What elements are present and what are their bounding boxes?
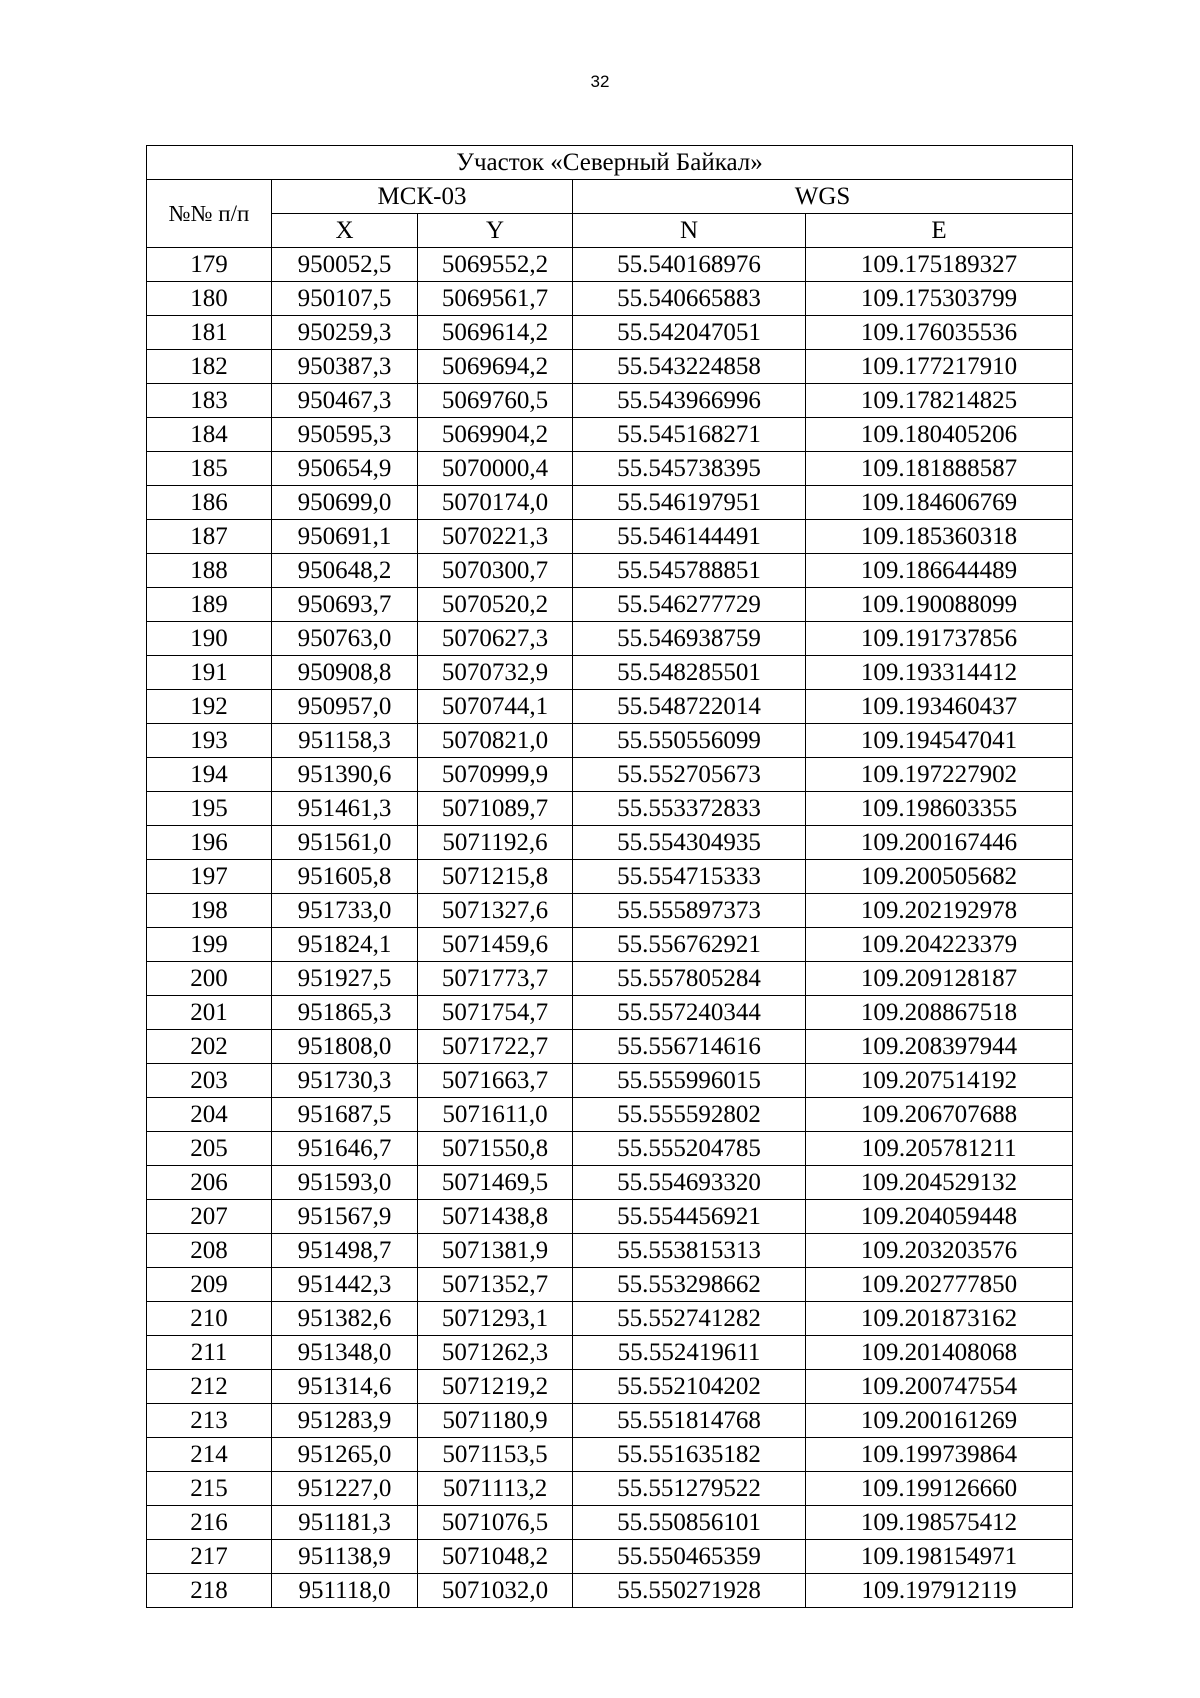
cell-y: 5071113,2: [418, 1472, 573, 1506]
cell-number: 217: [147, 1540, 272, 1574]
cell-e: 109.205781211: [806, 1132, 1073, 1166]
cell-y: 5071459,6: [418, 928, 573, 962]
cell-y: 5071469,5: [418, 1166, 573, 1200]
cell-n: 55.548285501: [573, 656, 806, 690]
cell-n: 55.552104202: [573, 1370, 806, 1404]
table-title-row: [147, 146, 1073, 180]
cell-y: 5071076,5: [418, 1506, 573, 1540]
cell-n: 55.555996015: [573, 1064, 806, 1098]
cell-n: 55.542047051: [573, 316, 806, 350]
table-row: [147, 1336, 1073, 1370]
page-number: 32: [590, 72, 610, 91]
table-row: [147, 1132, 1073, 1166]
cell-number: 208: [147, 1234, 272, 1268]
cell-x: 951314,6: [272, 1370, 418, 1404]
cell-n: 55.551635182: [573, 1438, 806, 1472]
cell-e: 109.209128187: [806, 962, 1073, 996]
table-row: [147, 1166, 1073, 1200]
table-row: [147, 452, 1073, 486]
cell-x: 950654,9: [272, 452, 418, 486]
header-number: №№ п/п: [147, 180, 272, 248]
table-row: [147, 384, 1073, 418]
cell-e: 109.191737856: [806, 622, 1073, 656]
cell-y: 5071381,9: [418, 1234, 573, 1268]
table-row: [147, 894, 1073, 928]
cell-n: 55.554456921: [573, 1200, 806, 1234]
cell-e: 109.204223379: [806, 928, 1073, 962]
cell-e: 109.198603355: [806, 792, 1073, 826]
cell-e: 109.181888587: [806, 452, 1073, 486]
cell-x: 951498,7: [272, 1234, 418, 1268]
cell-number: 179: [147, 248, 272, 282]
cell-number: 206: [147, 1166, 272, 1200]
header-n: N: [573, 214, 806, 248]
cell-e: 109.193314412: [806, 656, 1073, 690]
cell-e: 109.199739864: [806, 1438, 1073, 1472]
header-row-groups: [147, 180, 1073, 214]
cell-n: 55.546144491: [573, 520, 806, 554]
cell-n: 55.546197951: [573, 486, 806, 520]
cell-n: 55.551279522: [573, 1472, 806, 1506]
table-row: [147, 282, 1073, 316]
cell-y: 5070000,4: [418, 452, 573, 486]
cell-x: 951181,3: [272, 1506, 418, 1540]
cell-number: 192: [147, 690, 272, 724]
cell-x: 951646,7: [272, 1132, 418, 1166]
cell-number: 205: [147, 1132, 272, 1166]
cell-number: 193: [147, 724, 272, 758]
cell-n: 55.543224858: [573, 350, 806, 384]
table-row: [147, 656, 1073, 690]
cell-y: 5070732,9: [418, 656, 573, 690]
cell-x: 951461,3: [272, 792, 418, 826]
table-row: [147, 724, 1073, 758]
cell-number: 194: [147, 758, 272, 792]
table-row: [147, 520, 1073, 554]
cell-n: 55.554693320: [573, 1166, 806, 1200]
cell-x: 951808,0: [272, 1030, 418, 1064]
cell-number: 198: [147, 894, 272, 928]
cell-e: 109.208397944: [806, 1030, 1073, 1064]
cell-y: 5070821,0: [418, 724, 573, 758]
cell-x: 950693,7: [272, 588, 418, 622]
cell-x: 951593,0: [272, 1166, 418, 1200]
cell-y: 5071219,2: [418, 1370, 573, 1404]
cell-number: 204: [147, 1098, 272, 1132]
cell-n: 55.556714616: [573, 1030, 806, 1064]
table-row: [147, 248, 1073, 282]
cell-n: 55.554304935: [573, 826, 806, 860]
cell-e: 109.198154971: [806, 1540, 1073, 1574]
cell-y: 5070520,2: [418, 588, 573, 622]
cell-x: 951118,0: [272, 1574, 418, 1608]
cell-number: 184: [147, 418, 272, 452]
cell-x: 951687,5: [272, 1098, 418, 1132]
cell-e: 109.201408068: [806, 1336, 1073, 1370]
cell-y: 5070627,3: [418, 622, 573, 656]
cell-n: 55.546938759: [573, 622, 806, 656]
cell-x: 951733,0: [272, 894, 418, 928]
cell-y: 5069904,2: [418, 418, 573, 452]
cell-n: 55.552419611: [573, 1336, 806, 1370]
header-wgs: WGS: [573, 180, 1073, 214]
table-row: [147, 622, 1073, 656]
cell-y: 5070744,1: [418, 690, 573, 724]
cell-number: 197: [147, 860, 272, 894]
cell-n: 55.551814768: [573, 1404, 806, 1438]
cell-y: 5070300,7: [418, 554, 573, 588]
cell-y: 5071048,2: [418, 1540, 573, 1574]
cell-x: 951382,6: [272, 1302, 418, 1336]
cell-n: 55.540168976: [573, 248, 806, 282]
cell-e: 109.202192978: [806, 894, 1073, 928]
cell-y: 5071032,0: [418, 1574, 573, 1608]
table-row: [147, 1438, 1073, 1472]
cell-number: 191: [147, 656, 272, 690]
table-row: [147, 1030, 1073, 1064]
cell-y: 5069760,5: [418, 384, 573, 418]
cell-y: 5070174,0: [418, 486, 573, 520]
cell-x: 951605,8: [272, 860, 418, 894]
cell-e: 109.190088099: [806, 588, 1073, 622]
cell-number: 189: [147, 588, 272, 622]
cell-y: 5070999,9: [418, 758, 573, 792]
table-row: [147, 1302, 1073, 1336]
cell-e: 109.200747554: [806, 1370, 1073, 1404]
cell-number: 209: [147, 1268, 272, 1302]
cell-e: 109.207514192: [806, 1064, 1073, 1098]
cell-number: 215: [147, 1472, 272, 1506]
cell-e: 109.184606769: [806, 486, 1073, 520]
cell-n: 55.545168271: [573, 418, 806, 452]
cell-y: 5071352,7: [418, 1268, 573, 1302]
table-row: [147, 1268, 1073, 1302]
cell-x: 950052,5: [272, 248, 418, 282]
cell-x: 951227,0: [272, 1472, 418, 1506]
cell-e: 109.204059448: [806, 1200, 1073, 1234]
cell-x: 950908,8: [272, 656, 418, 690]
cell-x: 950699,0: [272, 486, 418, 520]
table-row: [147, 1064, 1073, 1098]
cell-n: 55.555204785: [573, 1132, 806, 1166]
header-row-axes: [147, 214, 1073, 248]
cell-y: 5071754,7: [418, 996, 573, 1030]
cell-y: 5071192,6: [418, 826, 573, 860]
table-row: [147, 1540, 1073, 1574]
cell-number: 201: [147, 996, 272, 1030]
cell-x: 950691,1: [272, 520, 418, 554]
cell-x: 950957,0: [272, 690, 418, 724]
table-row: [147, 758, 1073, 792]
cell-n: 55.545788851: [573, 554, 806, 588]
cell-e: 109.197912119: [806, 1574, 1073, 1608]
cell-n: 55.550465359: [573, 1540, 806, 1574]
cell-e: 109.203203576: [806, 1234, 1073, 1268]
cell-x: 950467,3: [272, 384, 418, 418]
cell-number: 203: [147, 1064, 272, 1098]
cell-n: 55.556762921: [573, 928, 806, 962]
cell-x: 951283,9: [272, 1404, 418, 1438]
cell-e: 109.175303799: [806, 282, 1073, 316]
cell-number: 216: [147, 1506, 272, 1540]
cell-x: 951265,0: [272, 1438, 418, 1472]
cell-x: 951390,6: [272, 758, 418, 792]
cell-e: 109.208867518: [806, 996, 1073, 1030]
cell-y: 5071663,7: [418, 1064, 573, 1098]
cell-n: 55.546277729: [573, 588, 806, 622]
cell-number: 214: [147, 1438, 272, 1472]
cell-y: 5071293,1: [418, 1302, 573, 1336]
table-row: [147, 1472, 1073, 1506]
cell-y: 5069614,2: [418, 316, 573, 350]
cell-n: 55.543966996: [573, 384, 806, 418]
cell-e: 109.197227902: [806, 758, 1073, 792]
cell-x: 950763,0: [272, 622, 418, 656]
table-row: [147, 826, 1073, 860]
table-row: [147, 996, 1073, 1030]
cell-n: 55.557805284: [573, 962, 806, 996]
cell-y: 5069552,2: [418, 248, 573, 282]
cell-n: 55.553372833: [573, 792, 806, 826]
cell-e: 109.200505682: [806, 860, 1073, 894]
cell-number: 218: [147, 1574, 272, 1608]
cell-e: 109.193460437: [806, 690, 1073, 724]
cell-number: 211: [147, 1336, 272, 1370]
cell-y: 5071550,8: [418, 1132, 573, 1166]
cell-n: 55.554715333: [573, 860, 806, 894]
cell-x: 951138,9: [272, 1540, 418, 1574]
cell-number: 212: [147, 1370, 272, 1404]
cell-x: 951730,3: [272, 1064, 418, 1098]
cell-e: 109.175189327: [806, 248, 1073, 282]
cell-x: 950259,3: [272, 316, 418, 350]
cell-n: 55.557240344: [573, 996, 806, 1030]
cell-y: 5071722,7: [418, 1030, 573, 1064]
coordinates-table: [146, 145, 1073, 1608]
cell-x: 951567,9: [272, 1200, 418, 1234]
cell-y: 5071153,5: [418, 1438, 573, 1472]
table-row: [147, 316, 1073, 350]
cell-e: 109.198575412: [806, 1506, 1073, 1540]
table-row: [147, 1098, 1073, 1132]
cell-y: 5071089,7: [418, 792, 573, 826]
cell-e: 109.177217910: [806, 350, 1073, 384]
cell-e: 109.178214825: [806, 384, 1073, 418]
cell-y: 5071611,0: [418, 1098, 573, 1132]
cell-x: 951348,0: [272, 1336, 418, 1370]
table-title: Участок «Северный Байкал»: [147, 146, 1073, 180]
cell-e: 109.200167446: [806, 826, 1073, 860]
cell-number: 199: [147, 928, 272, 962]
cell-x: 951824,1: [272, 928, 418, 962]
cell-e: 109.176035536: [806, 316, 1073, 350]
cell-n: 55.548722014: [573, 690, 806, 724]
cell-number: 185: [147, 452, 272, 486]
cell-x: 950387,3: [272, 350, 418, 384]
table-row: [147, 1370, 1073, 1404]
cell-e: 109.204529132: [806, 1166, 1073, 1200]
cell-e: 109.206707688: [806, 1098, 1073, 1132]
cell-y: 5071262,3: [418, 1336, 573, 1370]
cell-number: 210: [147, 1302, 272, 1336]
cell-x: 950648,2: [272, 554, 418, 588]
table-row: [147, 418, 1073, 452]
cell-y: 5071438,8: [418, 1200, 573, 1234]
table-row: [147, 860, 1073, 894]
cell-e: 109.185360318: [806, 520, 1073, 554]
cell-e: 109.186644489: [806, 554, 1073, 588]
cell-number: 213: [147, 1404, 272, 1438]
cell-n: 55.550271928: [573, 1574, 806, 1608]
cell-number: 200: [147, 962, 272, 996]
cell-number: 188: [147, 554, 272, 588]
cell-number: 183: [147, 384, 272, 418]
header-x: X: [272, 214, 418, 248]
cell-e: 109.200161269: [806, 1404, 1073, 1438]
cell-e: 109.194547041: [806, 724, 1073, 758]
table-row: [147, 350, 1073, 384]
cell-n: 55.550556099: [573, 724, 806, 758]
cell-number: 186: [147, 486, 272, 520]
cell-number: 180: [147, 282, 272, 316]
cell-n: 55.552705673: [573, 758, 806, 792]
table-row: [147, 1404, 1073, 1438]
cell-number: 187: [147, 520, 272, 554]
cell-x: 951865,3: [272, 996, 418, 1030]
cell-y: 5071773,7: [418, 962, 573, 996]
cell-e: 109.180405206: [806, 418, 1073, 452]
table-row: [147, 690, 1073, 724]
cell-number: 181: [147, 316, 272, 350]
cell-x: 951927,5: [272, 962, 418, 996]
cell-e: 109.199126660: [806, 1472, 1073, 1506]
cell-e: 109.201873162: [806, 1302, 1073, 1336]
cell-y: 5070221,3: [418, 520, 573, 554]
cell-y: 5071215,8: [418, 860, 573, 894]
cell-number: 182: [147, 350, 272, 384]
table-row: [147, 486, 1073, 520]
cell-n: 55.553815313: [573, 1234, 806, 1268]
cell-x: 951561,0: [272, 826, 418, 860]
table-row: [147, 1200, 1073, 1234]
cell-x: 950595,3: [272, 418, 418, 452]
cell-number: 196: [147, 826, 272, 860]
cell-x: 950107,5: [272, 282, 418, 316]
cell-y: 5069561,7: [418, 282, 573, 316]
table-row: [147, 1234, 1073, 1268]
cell-x: 951442,3: [272, 1268, 418, 1302]
cell-n: 55.555592802: [573, 1098, 806, 1132]
cell-n: 55.555897373: [573, 894, 806, 928]
cell-number: 195: [147, 792, 272, 826]
cell-y: 5069694,2: [418, 350, 573, 384]
cell-y: 5071327,6: [418, 894, 573, 928]
header-y: Y: [418, 214, 573, 248]
cell-number: 190: [147, 622, 272, 656]
cell-y: 5071180,9: [418, 1404, 573, 1438]
table-row: [147, 928, 1073, 962]
table-row: [147, 1506, 1073, 1540]
table-row: [147, 554, 1073, 588]
table-row: [147, 1574, 1073, 1608]
table-row: [147, 962, 1073, 996]
cell-e: 109.202777850: [806, 1268, 1073, 1302]
header-e: E: [806, 214, 1073, 248]
table-row: [147, 792, 1073, 826]
cell-n: 55.540665883: [573, 282, 806, 316]
header-msk: МСК-03: [272, 180, 573, 214]
cell-n: 55.552741282: [573, 1302, 806, 1336]
cell-n: 55.553298662: [573, 1268, 806, 1302]
cell-x: 951158,3: [272, 724, 418, 758]
table-row: [147, 588, 1073, 622]
cell-number: 202: [147, 1030, 272, 1064]
cell-n: 55.550856101: [573, 1506, 806, 1540]
cell-n: 55.545738395: [573, 452, 806, 486]
table-body: [147, 248, 1073, 1608]
cell-number: 207: [147, 1200, 272, 1234]
